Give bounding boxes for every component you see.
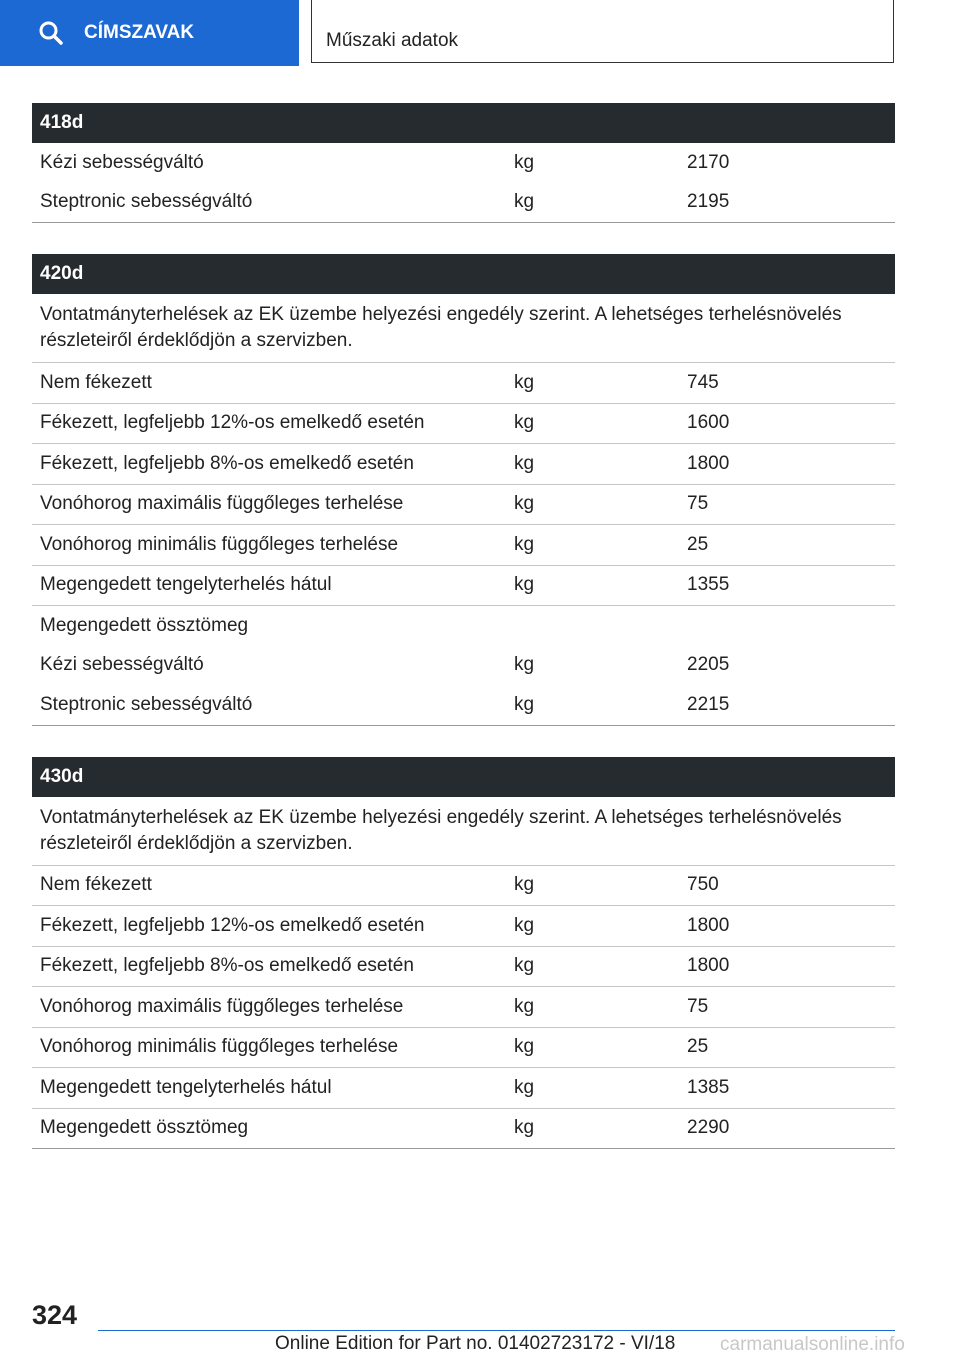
- edition-text: Online Edition for Part no. 01402723172 - VI/18: [275, 1333, 676, 1354]
- cell-value: 1600: [687, 412, 730, 434]
- cell-value: 25: [687, 533, 709, 555]
- keywords-label: CÍMSZAVAK: [84, 22, 195, 43]
- cell-unit: kg: [514, 874, 535, 896]
- table-row: [32, 987, 895, 1028]
- spec-block: [32, 103, 895, 223]
- table-row: [32, 485, 895, 526]
- cell-unit: kg: [514, 412, 535, 434]
- table-row: [32, 566, 895, 607]
- cell-label: Vonóhorog minimális függőleges terhelése: [40, 1036, 399, 1058]
- model-header: 430d: [32, 757, 895, 797]
- cell-value: 1800: [687, 955, 730, 977]
- cell-unit: kg: [514, 1076, 535, 1098]
- table-row: [32, 1068, 895, 1109]
- table-row: [32, 525, 895, 566]
- cell-label: Megengedett tengelyterhelés hátul: [40, 1076, 332, 1098]
- section-title[interactable]: Műszaki adatok: [311, 0, 894, 63]
- cell-label: Steptronic sebességváltó: [40, 693, 253, 715]
- table-row: [32, 143, 895, 183]
- search-icon: [38, 20, 64, 46]
- cell-label: Kézi sebességváltó: [40, 654, 204, 676]
- cell-label: Vonóhorog maximális függőleges terhelése: [40, 493, 404, 515]
- cell-value: 2290: [687, 1117, 730, 1139]
- cell-label: Megengedett tengelyterhelés hátul: [40, 574, 332, 596]
- cell-label: Vonóhorog maximális függőleges terhelése: [40, 995, 404, 1017]
- cell-value: 2195: [687, 191, 730, 213]
- footer-divider: [98, 1330, 895, 1331]
- cell-value: 750: [687, 874, 719, 896]
- cell-value: 75: [687, 995, 709, 1017]
- cell-unit: kg: [514, 533, 535, 555]
- cell-unit: kg: [514, 995, 535, 1017]
- cell-unit: kg: [514, 574, 535, 596]
- model-header: 420d: [32, 254, 895, 294]
- spec-note: Vontatmányterhelések az EK üzembe helyezési engedély szerint. A lehetséges terhelésnövelés részleteiről érdeklődjön a szervizben.: [32, 797, 895, 866]
- cell-label: Steptronic sebességváltó: [40, 191, 253, 213]
- cell-value: 25: [687, 1036, 709, 1058]
- cell-value: 1385: [687, 1076, 730, 1098]
- page-number: 324: [32, 1300, 78, 1330]
- cell-value: 745: [687, 371, 719, 393]
- table-row: [32, 1109, 895, 1150]
- table-row: [32, 906, 895, 947]
- cell-unit: kg: [514, 914, 535, 936]
- cell-value: 2170: [687, 151, 730, 173]
- table-row: [32, 444, 895, 485]
- cell-value: 2205: [687, 654, 730, 676]
- table-row: [32, 183, 895, 224]
- cell-label: Nem fékezett: [40, 371, 152, 393]
- cell-label: Fékezett, legfeljebb 12%-os emelkedő esetén: [40, 914, 425, 936]
- cell-label: Megengedett össztömeg: [40, 1117, 249, 1139]
- cell-unit: kg: [514, 1036, 535, 1058]
- table-row: [32, 866, 895, 907]
- table-row: [32, 1028, 895, 1069]
- cell-unit: kg: [514, 371, 535, 393]
- cell-label: Megengedett össztömeg: [40, 614, 249, 636]
- spec-block: [32, 757, 895, 1150]
- table-row: [32, 404, 895, 445]
- cell-value: 75: [687, 493, 709, 515]
- cell-unit: kg: [514, 452, 535, 474]
- cell-unit: kg: [514, 191, 535, 213]
- watermark: carmanualsonline.info: [720, 1334, 905, 1355]
- keywords-button[interactable]: [0, 0, 299, 66]
- table-row: [32, 947, 895, 988]
- cell-label: Fékezett, legfeljebb 8%-os emelkedő esetén: [40, 955, 414, 977]
- cell-value: 2215: [687, 693, 730, 715]
- cell-label: Nem fékezett: [40, 874, 152, 896]
- cell-label: Fékezett, legfeljebb 8%-os emelkedő esetén: [40, 452, 414, 474]
- cell-value: 1800: [687, 914, 730, 936]
- cell-unit: kg: [514, 693, 535, 715]
- model-header: 418d: [32, 103, 895, 143]
- cell-unit: kg: [514, 1117, 535, 1139]
- spec-tables: [32, 103, 895, 1180]
- cell-value: 1355: [687, 574, 730, 596]
- cell-value: 1800: [687, 452, 730, 474]
- table-row: [32, 606, 895, 646]
- cell-unit: kg: [514, 493, 535, 515]
- cell-label: Kézi sebességváltó: [40, 151, 204, 173]
- top-bar: [0, 0, 960, 66]
- spec-note: Vontatmányterhelések az EK üzembe helyezési engedély szerint. A lehetséges terhelésnövelés részleteiről érdeklődjön a szervizben.: [32, 294, 895, 363]
- spec-block: [32, 254, 895, 726]
- table-row: [32, 363, 895, 404]
- cell-label: Fékezett, legfeljebb 12%-os emelkedő esetén: [40, 412, 425, 434]
- table-row: [32, 646, 895, 686]
- cell-unit: kg: [514, 151, 535, 173]
- cell-unit: kg: [514, 654, 535, 676]
- table-row: [32, 685, 895, 726]
- cell-unit: kg: [514, 955, 535, 977]
- cell-label: Vonóhorog minimális függőleges terhelése: [40, 533, 399, 555]
